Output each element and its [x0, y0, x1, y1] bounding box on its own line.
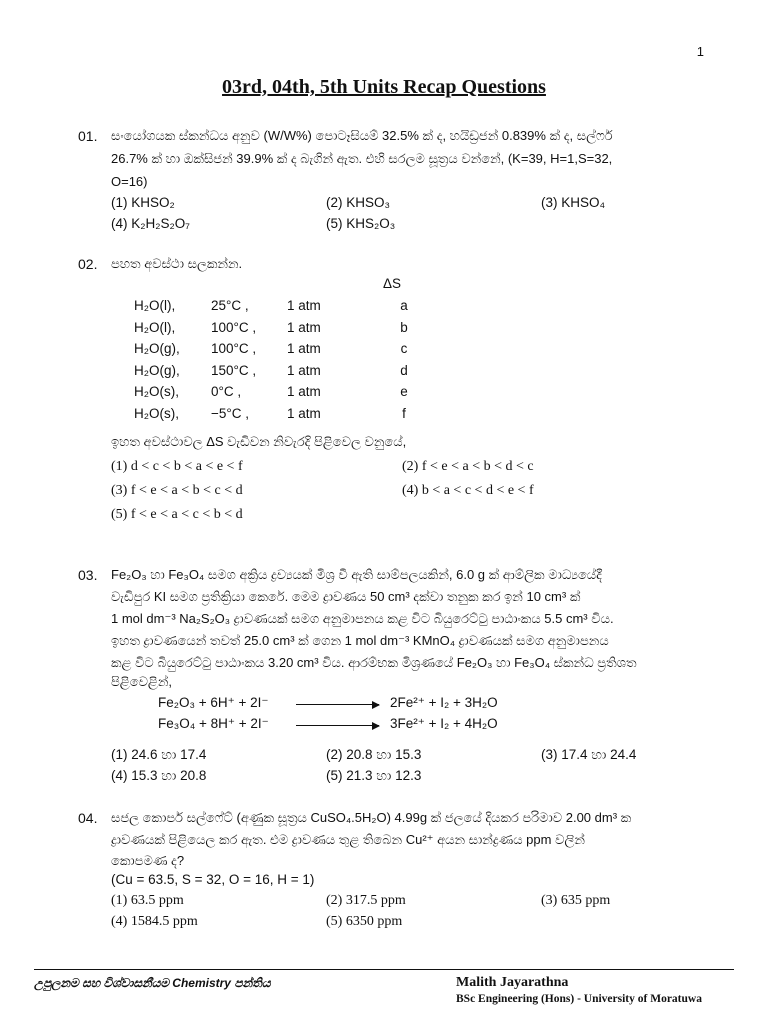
state-species: H₂O(s), [134, 384, 179, 400]
state-delta-label: d [400, 362, 408, 378]
question-1-option-1: (1) KHSO₂ [111, 195, 175, 210]
equation-2-reactants: Fe₃O₄ + 8H⁺ + 2I⁻ [158, 716, 269, 731]
question-4-option-2: (2) 317.5 ppm [326, 893, 406, 908]
question-1-line-3: O=16) [111, 174, 148, 189]
question-3-line-5: කළ විට බියුරෙට්ටු පාඨාංකය 3.20 cm³ විය. ආරම්භක මිශ්‍රණයේ Fe₂O₃ හා Fe₃O₄ ස්කන්ධ ප්‍රතිශත [111, 655, 637, 670]
state-row [134, 295, 416, 317]
equation-1-reactants: Fe₂O₃ + 6H⁺ + 2I⁻ [158, 695, 269, 710]
state-pressure: 1 atm [287, 298, 321, 314]
question-2-option-3: (3) f < e < a < b < c < d [111, 483, 243, 498]
state-row [134, 317, 416, 339]
page-number: 1 [696, 44, 704, 59]
question-2-option-1: (1) d < c < b < a < e < f [111, 459, 243, 474]
question-4-line-2: ද්‍රාවණයක් පිළියෙල කර ඇත. එම ද්‍රාවණය තුළ තිබෙන Cu²⁺ අයන සාන්ද්‍රණය ppm වලින් [111, 832, 585, 847]
question-3-line-1: Fe₂O₃ හා Fe₃O₄ සමග අක්‍රිය ද්‍රව්‍යයක් මිශ්‍ර වී ඇති සාම්පලයකින්, 6.0 g ක් ආම්ලික මාධ්‍යයේදී [111, 567, 602, 582]
question-1-option-4: (4) K₂H₂S₂O₇ [111, 216, 190, 231]
equation-2-arrow [296, 725, 379, 726]
question-2-number: 02. [78, 256, 98, 272]
question-2-prompt: ඉහත අවස්ථාවල ΔS වැඩිවන නිවැරදි පිළිවෙල වනුයේ, [111, 434, 407, 449]
question-1-option-2: (2) KHSO₃ [326, 195, 391, 210]
state-pressure: 1 atm [287, 319, 321, 335]
state-temperature: 100°C , [211, 319, 257, 335]
question-3-option-5: (5) 21.3 හා 12.3 [326, 768, 422, 783]
delta-s-header: ΔS [383, 276, 402, 291]
state-row [134, 403, 416, 425]
question-4-option-4: (4) 1584.5 ppm [111, 914, 198, 929]
state-delta-label: b [400, 319, 408, 335]
state-delta-label: a [400, 298, 408, 314]
state-row [134, 338, 416, 360]
state-temperature: 25°C , [211, 298, 249, 314]
question-4-option-3: (3) 635 ppm [541, 893, 611, 908]
question-3-line-2: වැඩිපුර KI සමග ප්‍රතික්‍රියා කෙරේ. මෙම ද්‍රාවණය 50 cm³ දක්වා තනුක කර ඉන් 10 cm³ ක් [111, 589, 581, 604]
state-delta-label: c [400, 341, 408, 357]
states-table [134, 295, 416, 424]
state-pressure: 1 atm [287, 384, 321, 400]
state-species: H₂O(g), [134, 341, 180, 357]
state-species: H₂O(l), [134, 319, 176, 335]
footer-class-name: උපුලනම සහ විශ්වාසනීයම Chemistry පන්තිය [34, 976, 271, 990]
question-2-option-2: (2) f < e < a < b < d < c [402, 459, 534, 474]
state-pressure: 1 atm [287, 362, 321, 378]
question-4-option-1: (1) 63.5 ppm [111, 893, 184, 908]
state-species: H₂O(l), [134, 298, 176, 314]
footer-author-credentials: BSc Engineering (Hons) - University of Moratuwa [456, 993, 702, 1005]
question-2-intro: පහත අවස්ථා සලකන්න. [111, 256, 243, 271]
question-3-line-3: 1 mol dm⁻³ Na₂S₂O₃ ද්‍රාවණයක් සමග අනුමාපනය කළ විට බියුරෙට්ටු පාඨාංකය 5.5 cm³ විය. [111, 611, 614, 626]
question-3-line-6: පිළිවෙළින්, [111, 674, 173, 689]
state-row [134, 360, 416, 382]
question-3-option-2: (2) 20.8 හා 15.3 [326, 747, 422, 762]
equation-1-products: 2Fe²⁺ + I₂ + 3H₂O [390, 695, 498, 710]
state-row [134, 381, 416, 403]
question-1-line-2: 26.7% ක් හා ඔක්සිජන් 39.9% ක් ද බැගින් ඇත. එහි සරලම සූත්‍රය වන්නේ, (K=39, H=1,S=32, [111, 151, 613, 166]
question-3-option-3: (3) 17.4 හා 24.4 [541, 747, 637, 762]
equation-2-products: 3Fe²⁺ + I₂ + 4H₂O [390, 716, 498, 731]
footer-divider [34, 969, 734, 970]
state-delta-label: e [400, 384, 408, 400]
question-3-line-4: ඉහත ද්‍රාවණයෙන් තවත් 25.0 cm³ ක් ගෙන 1 mol dm⁻³ KMnO₄ ද්‍රාවණයක් සමග අනුමාපනය [111, 633, 609, 648]
state-temperature: 100°C , [211, 341, 257, 357]
state-pressure: 1 atm [287, 405, 321, 421]
question-2-option-5: (5) f < e < a < c < b < d [111, 507, 243, 522]
question-1-option-3: (3) KHSO₄ [541, 195, 606, 210]
equation-1-arrow [296, 704, 379, 705]
state-delta-label: f [402, 405, 406, 421]
state-temperature: 0°C , [211, 384, 242, 400]
question-4-line-1: සජල කොපර් සල්ෆේට් (අණුක සූත්‍රය CuSO₄.5H₂O) 4.99g ක් ජලයේ දියකර පරිමාව 2.00 dm³ ක [111, 810, 632, 825]
question-3-number: 03. [78, 567, 98, 583]
question-1-option-5: (5) KHS₂O₃ [326, 216, 396, 231]
question-4-line-3: කොපමණ ද? [111, 853, 185, 868]
question-2-option-4: (4) b < a < c < d < e < f [402, 483, 534, 498]
question-4-atomic-masses: (Cu = 63.5, S = 32, O = 16, H = 1) [111, 872, 315, 887]
state-temperature: −5°C , [211, 405, 250, 421]
state-species: H₂O(s), [134, 405, 179, 421]
question-4-number: 04. [78, 810, 98, 826]
question-4-option-5: (5) 6350 ppm [326, 914, 403, 929]
state-species: H₂O(g), [134, 362, 180, 378]
question-3-option-1: (1) 24.6 හා 17.4 [111, 747, 207, 762]
state-temperature: 150°C , [211, 362, 257, 378]
footer-author-name: Malith Jayarathna [456, 975, 569, 990]
state-pressure: 1 atm [287, 341, 321, 357]
question-3-option-4: (4) 15.3 හා 20.8 [111, 768, 207, 783]
question-1-line-1: සංයෝගයක ස්කන්ධය අනුව (W/W%) පොටෑසියම් 32.5% ක් ද, හයිඩ්‍රජන් 0.839% ක් ද, සල්ෆර් [111, 128, 613, 143]
page-title: 03rd, 04th, 5th Units Recap Questions [222, 76, 546, 98]
question-1-number: 01. [78, 128, 98, 144]
